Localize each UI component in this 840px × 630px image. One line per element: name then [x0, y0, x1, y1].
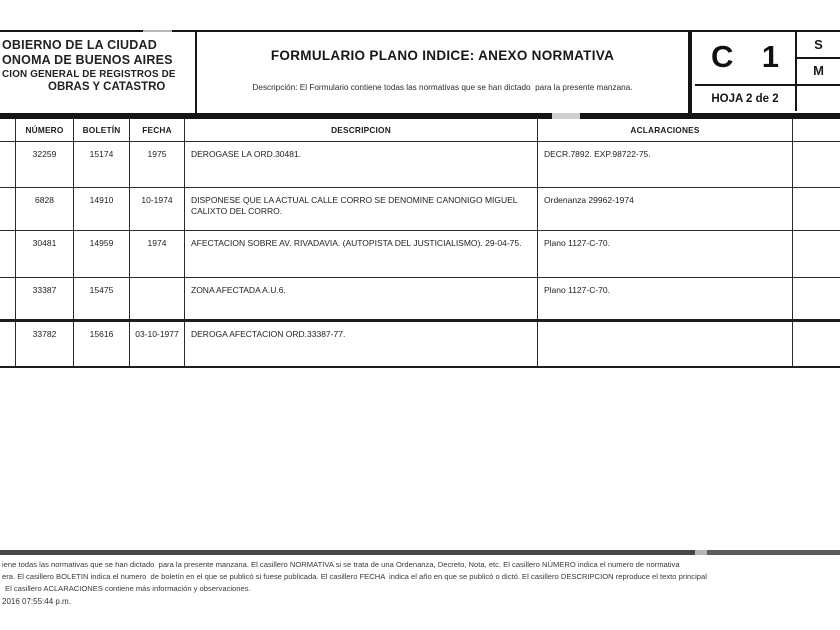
header-cell-clipped: [0, 119, 16, 141]
footer-legend-line-2: era. El casillero BOLETIN indica el numero de boletín en el que se publicó si fuese publicada. El casillero FECHA indica el año en que se publicó o dictó. El casillero DESCRIPCION reproduce el texto principal: [2, 572, 707, 581]
header-top-border-gap: [143, 30, 172, 32]
cell-clipped: [0, 231, 16, 277]
cell-clipped: [0, 322, 16, 366]
header-cell-aclaraciones: ACLARACIONES: [538, 119, 793, 141]
cell-aclaraciones: DECR.7892. EXP.98722-75.: [538, 142, 793, 187]
cell-endcap: [793, 278, 840, 319]
cell-numero: 32259: [16, 142, 74, 187]
cell-fecha: 1975: [130, 142, 185, 187]
cell-numero: 33782: [16, 322, 74, 366]
cell-boletin: 14910: [74, 188, 130, 230]
cell-descripcion: ZONA AFECTADA A.U.6.: [185, 278, 538, 319]
cell-endcap: [793, 142, 840, 187]
agency-line-1: OBIERNO DE LA CIUDAD: [2, 38, 157, 52]
cell-endcap: [793, 188, 840, 230]
cell-clipped: [0, 188, 16, 230]
footer-bar: [0, 550, 695, 555]
cell-m: M: [813, 63, 824, 78]
cell-aclaraciones: Plano 1127-C-70.: [538, 231, 793, 277]
table-row: [0, 188, 840, 231]
footer-legend-line-3: El casillero ACLARACIONES contiene más información y observaciones.: [5, 584, 251, 593]
cell-descripcion: DISPONESE QUE LA ACTUAL CALLE CORRO SE DENOMINE CANONIGO MIGUEL CALIXTO DEL CORRO.: [185, 188, 538, 230]
code-box-left-border: [688, 30, 692, 113]
cell-fecha: [130, 278, 185, 319]
cell-aclaraciones: Ordenanza 29962-1974: [538, 188, 793, 230]
logo-box-right-border: [195, 30, 197, 113]
agency-line-4: OBRAS Y CATASTRO: [48, 81, 166, 94]
cell-descripcion: AFECTACION SOBRE AV. RIVADAVIA. (AUTOPISTA DEL JUSTICIALISMO). 29-04-75.: [185, 231, 538, 277]
cell-boletin: 15174: [74, 142, 130, 187]
sheet-number-label: HOJA 2 de 2: [711, 93, 779, 105]
agency-line-2: ONOMA DE BUENOS AIRES: [2, 52, 173, 67]
header-cell-fecha: FECHA: [130, 119, 185, 141]
agency-line-3: CION GENERAL DE REGISTROS DE: [2, 68, 176, 80]
table-row: [0, 231, 840, 278]
normativa-table: [0, 119, 840, 368]
table-row: [0, 278, 840, 322]
header-cell-numero: NÚMERO: [16, 119, 74, 141]
cell-boletin: 15475: [74, 278, 130, 319]
cell-endcap: [793, 322, 840, 366]
cell-endcap: [793, 231, 840, 277]
cell-clipped: [0, 278, 16, 319]
footer-bar-right: [707, 550, 840, 555]
cell-s: S: [814, 37, 823, 52]
footer-bar-gap: [695, 550, 707, 555]
header-cell-endcap: [793, 119, 840, 141]
cell-descripcion: DEROGASE LA ORD.30481.: [185, 142, 538, 187]
cell-fecha: 1974: [130, 231, 185, 277]
header-cell-descripcion: DESCRIPCION: [185, 119, 538, 141]
cell-numero: 33387: [16, 278, 74, 319]
footer-legend-line-1: iene todas las normativas que se han dictado para la presente manzana. El casillero NORMATIVA si se trata de una Ordenanza, Decreto, Nota, etc. El casillero NÚMERO indica el numero de normativa: [2, 560, 680, 569]
cell-fecha: 10-1974: [130, 188, 185, 230]
footer-timestamp: 2016 07:55:44 p.m.: [2, 597, 71, 606]
cell-clipped: [0, 142, 16, 187]
agency-name-block: [2, 38, 194, 95]
cell-numero: 30481: [16, 231, 74, 277]
cell-aclaraciones: [538, 322, 793, 366]
cell-boletin: 15616: [74, 322, 130, 366]
table-body: [0, 142, 840, 368]
header-cell-boletin: BOLETÍN: [74, 119, 130, 141]
plan-code-box: [695, 30, 795, 84]
table-header-row: [0, 119, 840, 142]
cell-aclaraciones: Plano 1127-C-70.: [538, 278, 793, 319]
table-row: [0, 142, 840, 188]
cell-numero: 6828: [16, 188, 74, 230]
table-row: [0, 322, 840, 368]
form-title: FORMULARIO PLANO INDICE: ANEXO NORMATIVA: [270, 48, 615, 63]
cell-fecha: 03-10-1977: [130, 322, 185, 366]
plan-code-letter: C: [711, 39, 734, 74]
cell-descripcion: DEROGA AFECTACION ORD.33387-77.: [185, 322, 538, 366]
form-description: Descripción: El Formulario contiene todas las normativas que se han dictado para la presente manzana.: [252, 83, 633, 92]
cell-boletin: 14959: [74, 231, 130, 277]
plan-code-number: 1: [761, 39, 779, 74]
